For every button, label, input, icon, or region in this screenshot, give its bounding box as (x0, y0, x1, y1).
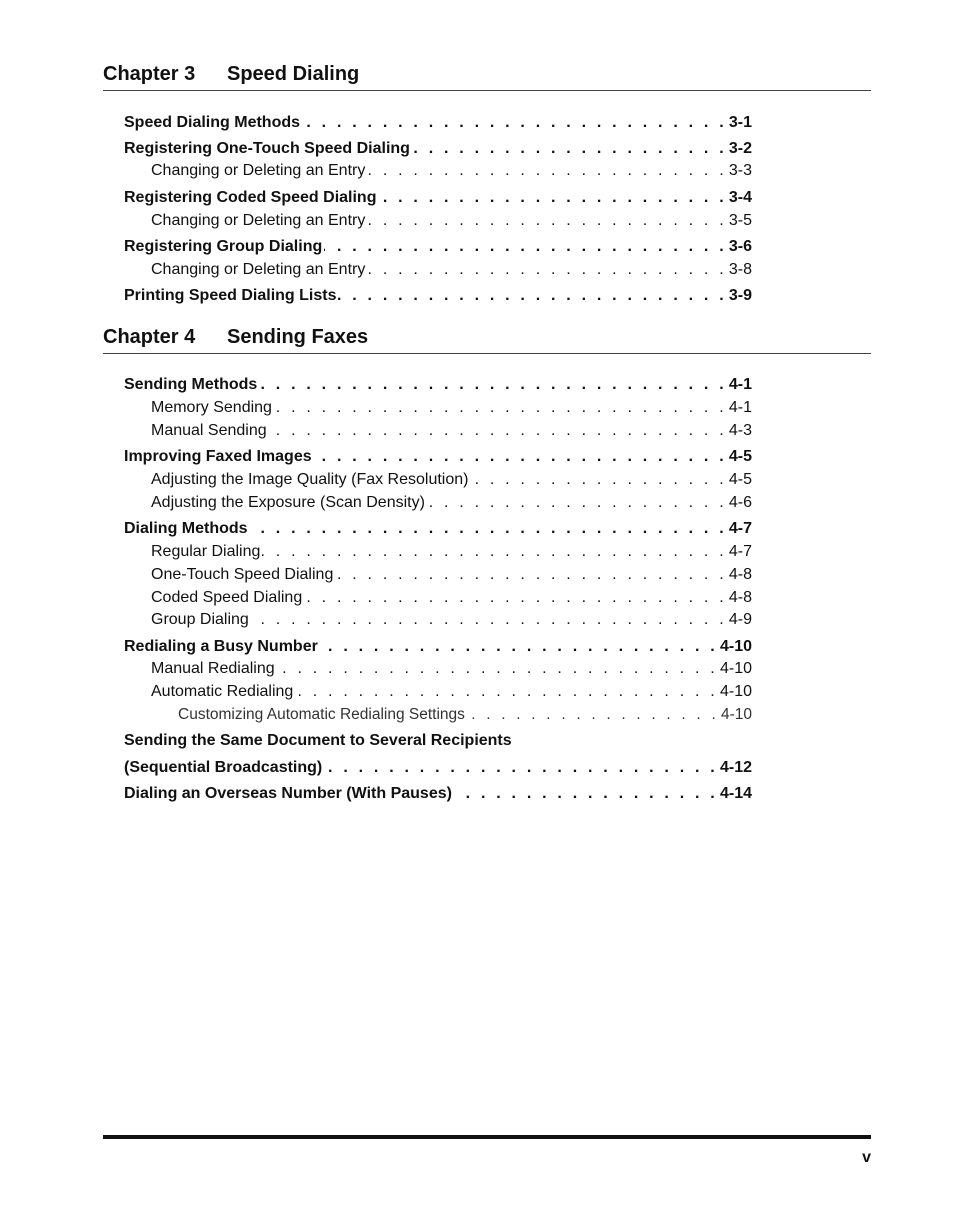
dot-leader (314, 447, 727, 467)
toc-entry[interactable] (124, 188, 752, 208)
toc-entry[interactable] (124, 237, 752, 257)
toc-entry-page: 4-12 (719, 759, 752, 776)
toc-entry-page: 3-3 (728, 162, 752, 179)
dot-leader (250, 519, 727, 539)
dot-leader (467, 705, 719, 725)
toc-entry-page: 4-6 (728, 494, 752, 511)
toc-entry-label: Redialing a Busy Number (124, 638, 318, 655)
toc-entry-label: One-Touch Speed Dialing (151, 566, 334, 583)
toc-entry-label: Dialing an Overseas Number (With Pauses) (124, 785, 452, 802)
toc-entry[interactable] (124, 447, 752, 467)
toc-entry-label: (Sequential Broadcasting) (124, 759, 323, 776)
dot-leader (338, 286, 726, 306)
toc-entry-label: Registering Coded Speed Dialing (124, 189, 377, 206)
toc-entry-label: Memory Sending (151, 399, 272, 416)
toc-entry-label: Speed Dialing Methods (124, 114, 301, 131)
toc-entry-page: 3-8 (728, 261, 752, 278)
toc-entry-label: Changing or Deleting an Entry (151, 212, 366, 229)
toc-entry-page: 4-10 (719, 638, 752, 655)
toc-subentry[interactable] (151, 398, 752, 418)
chapter-3-section (103, 62, 871, 91)
toc-entry-page: 3-1 (728, 114, 752, 131)
toc-entry-label: Changing or Deleting an Entry (151, 162, 366, 179)
dot-leader (251, 610, 727, 630)
dot-leader (274, 398, 727, 418)
toc-entry[interactable] (124, 758, 752, 778)
toc-entry-page: 4-14 (719, 785, 752, 802)
chapter-4-section (103, 325, 871, 354)
toc-entry-page: 4-10 (719, 683, 752, 700)
toc-entry-page: 4-5 (728, 448, 752, 465)
toc-entry-label: Registering Group Dialing (124, 238, 323, 255)
dot-leader (412, 139, 727, 159)
chapter-title: Sending Faxes (227, 326, 369, 348)
toc-subentry[interactable] (151, 659, 752, 679)
toc-entry-page: 4-7 (728, 543, 752, 560)
toc-entry-page: 4-8 (728, 589, 752, 606)
toc-entry[interactable] (124, 784, 752, 804)
dot-leader (427, 493, 727, 513)
footer-rule (103, 1135, 871, 1139)
toc-entry-label: Manual Redialing (151, 660, 275, 677)
toc-entry[interactable] (124, 139, 752, 159)
dot-leader (277, 659, 718, 679)
toc-entry-label: Manual Sending (151, 422, 267, 439)
page-number: v (862, 1149, 871, 1166)
dot-leader (335, 565, 727, 585)
toc-entry-label: Regular Dialing (151, 543, 261, 560)
toc-entry-label: Improving Faxed Images (124, 448, 312, 465)
toc-entry-label: Coded Speed Dialing (151, 589, 303, 606)
dot-leader (320, 637, 718, 657)
dot-leader (324, 237, 727, 257)
toc-subentry[interactable] (151, 493, 752, 513)
toc-subentry[interactable] (151, 470, 752, 490)
toc-entry-label: Sending Methods (124, 376, 258, 393)
dot-leader (378, 188, 726, 208)
toc-entry-label: Changing or Deleting an Entry (151, 261, 366, 278)
toc-subentry[interactable] (151, 542, 752, 562)
dot-leader (324, 758, 718, 778)
toc-entry-label: Automatic Redialing (151, 683, 294, 700)
chapter-header (103, 62, 871, 91)
dot-leader (302, 113, 727, 133)
toc-entry-label: Group Dialing (151, 611, 249, 628)
dot-leader (269, 421, 727, 441)
dot-leader (259, 375, 727, 395)
toc-entry-page: 4-1 (728, 376, 752, 393)
toc-entry-page: 3-4 (728, 189, 752, 206)
toc-entry-page: 4-10 (719, 660, 752, 677)
toc-subentry[interactable] (151, 565, 752, 585)
toc-entry[interactable] (124, 637, 752, 657)
dot-leader (295, 682, 718, 702)
dot-leader (304, 588, 727, 608)
toc-entry-page: 4-7 (728, 520, 752, 537)
toc-entry-label: Printing Speed Dialing Lists (124, 287, 337, 304)
toc-entry-page: 3-5 (728, 212, 752, 229)
toc-entry-page: 4-10 (720, 706, 752, 723)
dot-leader (367, 260, 727, 280)
toc-entry-label: Dialing Methods (124, 520, 248, 537)
chapter-title: Speed Dialing (227, 63, 360, 85)
toc-entry-label: Adjusting the Exposure (Scan Density) (151, 494, 425, 511)
dot-leader (367, 161, 727, 181)
toc-entry[interactable] (124, 113, 752, 133)
toc-entry-label: Sending the Same Document to Several Recipients (124, 732, 512, 749)
toc-subentry[interactable] (151, 260, 752, 280)
toc-entry-label: Adjusting the Image Quality (Fax Resolution) (151, 471, 469, 488)
toc-entry[interactable] (124, 519, 752, 539)
toc-subentry[interactable] (151, 682, 752, 702)
toc-subentry[interactable] (151, 211, 752, 231)
toc-entry[interactable] (124, 731, 752, 751)
dot-leader (367, 211, 727, 231)
dot-leader (262, 542, 726, 562)
toc-entry-page: 4-5 (728, 471, 752, 488)
toc-entry[interactable] (124, 286, 752, 306)
toc-entry-page: 3-6 (728, 238, 752, 255)
toc-subentry[interactable] (151, 161, 752, 181)
toc-subentry[interactable] (151, 421, 752, 441)
toc-entry[interactable] (124, 375, 752, 395)
dot-leader (470, 470, 726, 490)
toc-entry-page: 4-3 (728, 422, 752, 439)
chapter-number: Chapter 4 (103, 326, 196, 348)
toc-subsubentry[interactable] (178, 705, 752, 725)
toc-entry-page: 4-8 (728, 566, 752, 583)
toc-entry-page: 3-9 (728, 287, 752, 304)
toc-entry-label: Customizing Automatic Redialing Settings (178, 706, 465, 723)
toc-entry-page: 4-1 (728, 399, 752, 416)
toc-entry-page: 4-9 (728, 611, 752, 628)
toc-subentry[interactable] (151, 588, 752, 608)
dot-leader (454, 784, 718, 804)
chapter-number: Chapter 3 (103, 63, 196, 85)
toc-subentry[interactable] (151, 610, 752, 630)
toc-entry-page: 3-2 (728, 140, 752, 157)
toc-entry-label: Registering One-Touch Speed Dialing (124, 140, 410, 157)
chapter-header (103, 325, 871, 354)
